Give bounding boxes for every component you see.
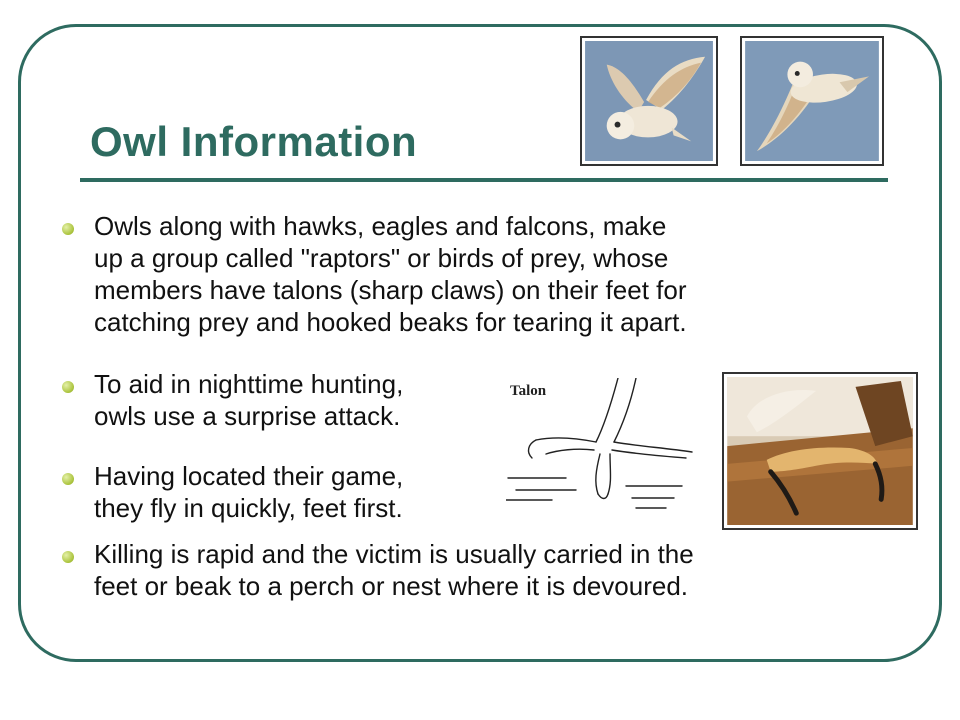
bullet-line: To aid in nighttime hunting, [94, 369, 404, 399]
bullet-text [94, 210, 842, 338]
title-divider [80, 178, 888, 182]
bullet-line: Having located their game, [94, 461, 404, 491]
bullet-line: they fly in quickly, feet first. [94, 493, 403, 523]
owl-photo-gliding [740, 36, 884, 166]
owl-flying-image [585, 41, 713, 161]
bullet-dot [62, 223, 74, 235]
bullet-line: up a group called "raptors" or birds of prey, whose [94, 243, 669, 273]
talon-diagram-label: Talon [510, 383, 547, 399]
bullet-line: Owls along with hawks, eagles and falcons, make [94, 211, 667, 241]
bullet-dot [62, 381, 74, 393]
bullet-text [94, 460, 482, 524]
owl-talon-photo [722, 372, 918, 530]
bullet-dot [62, 551, 74, 563]
bullet-line: catching prey and hooked beaks for tearing it apart. [94, 307, 687, 337]
bullet-item [62, 210, 842, 338]
bullet-text [94, 538, 842, 602]
bullet-line: feet or beak to a perch or nest where it is devoured. [94, 571, 689, 601]
bullet-dot [62, 473, 74, 485]
owl-gliding-image [745, 41, 879, 161]
bullet-line: members have talons (sharp claws) on their feet for [94, 275, 687, 305]
bullet-text [94, 368, 482, 432]
bullet-line: Killing is rapid and the victim is usually carried in the [94, 539, 694, 569]
owl-talon-image [727, 377, 913, 525]
bullet-item [62, 368, 482, 432]
page-title: Owl Information [90, 118, 418, 165]
bullet-item [62, 538, 842, 602]
owl-photo-flying [580, 36, 718, 166]
bullet-line: owls use a surprise attack. [94, 401, 401, 431]
bullet-item [62, 460, 482, 524]
